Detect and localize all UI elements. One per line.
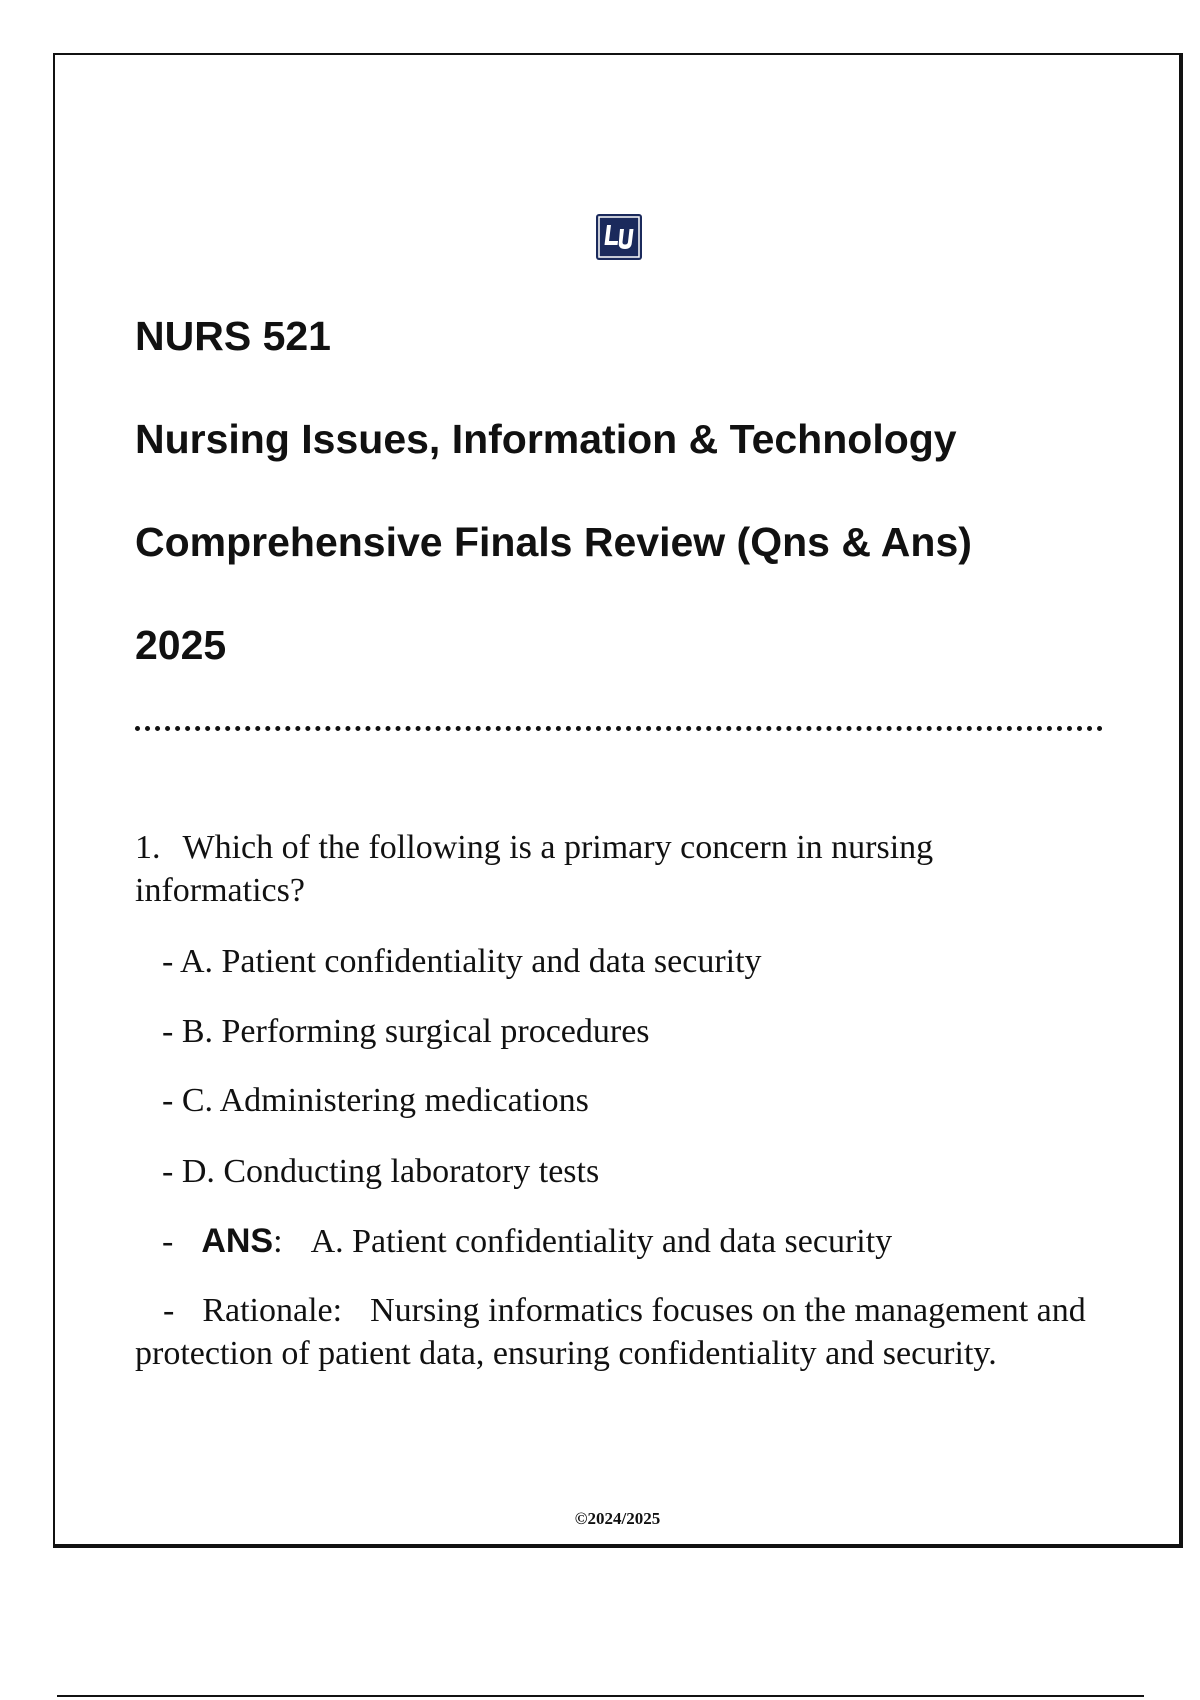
question-1	[135, 826, 1035, 912]
bottom-rule	[57, 1695, 1144, 1697]
rationale-text: Nursing informatics focuses on the management and protection of patient data, ensuring confidentiality and security.	[135, 1292, 1086, 1372]
answer-dash: -	[162, 1223, 174, 1260]
answer-line	[162, 1220, 892, 1263]
rationale	[135, 1289, 1095, 1375]
course-title: Nursing Issues, Information & Technology	[135, 416, 957, 462]
university-logo-icon	[596, 214, 642, 260]
answer-colon: :	[273, 1223, 283, 1260]
option-c: - C. Administering medications	[162, 1082, 589, 1119]
option-b: - B. Performing surgical procedures	[162, 1013, 650, 1050]
course-code: NURS 521	[135, 313, 331, 359]
document-subtitle: Comprehensive Finals Review (Qns & Ans)	[135, 519, 972, 565]
rationale-label: Rationale:	[202, 1292, 343, 1329]
copyright-footer: ©2024/2025	[574, 1509, 661, 1528]
answer-label: ANS	[201, 1222, 274, 1260]
question-text: Which of the following is a primary concern in nursing informatics?	[135, 829, 934, 909]
dotted-divider	[135, 726, 1103, 731]
document-year: 2025	[135, 622, 227, 668]
option-d: - D. Conducting laboratory tests	[162, 1153, 600, 1190]
option-a: - A. Patient confidentiality and data security	[162, 943, 762, 980]
question-number: 1.	[135, 829, 161, 866]
answer-text: A. Patient confidentiality and data security	[310, 1223, 893, 1260]
rationale-dash: -	[163, 1292, 175, 1329]
